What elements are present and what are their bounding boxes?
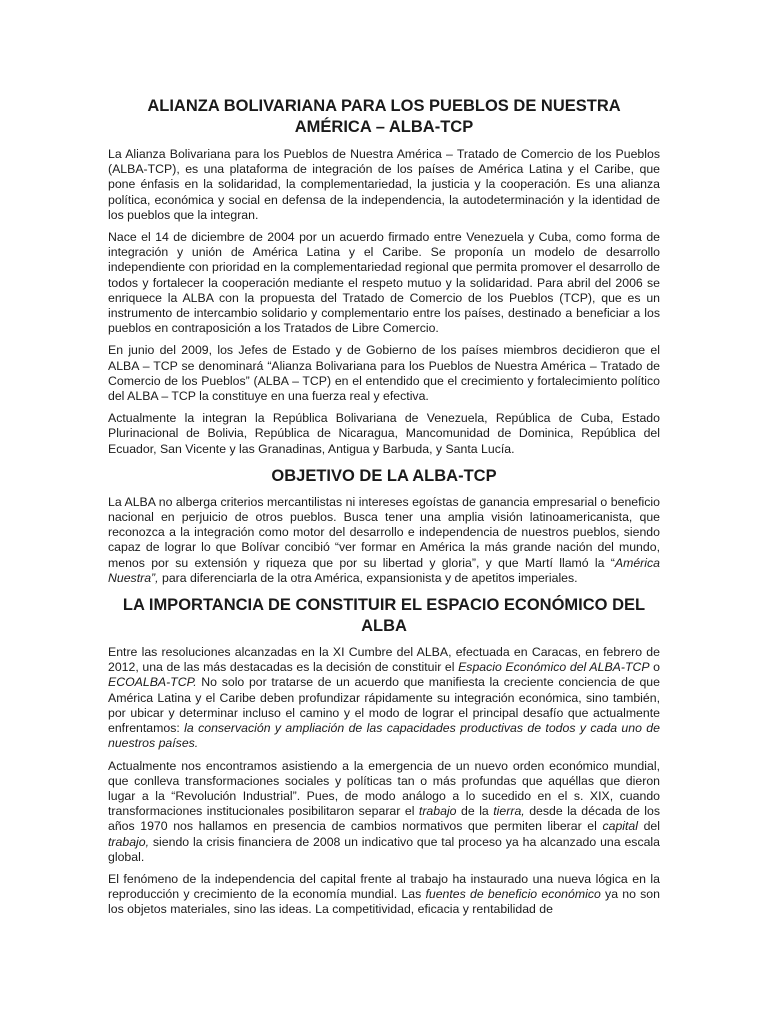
importance-p3-italic-1: fuentes de beneficio económico (425, 887, 601, 902)
objective-text-b: para diferenciarla de la otra América, expansionista y de apetitos imperiales. (158, 570, 578, 585)
importance-p3-b: ya no son los objetos materiales, sino las ideas. La competitividad, eficacia y rentabilidad de (108, 887, 660, 917)
importance-paragraph-2 (108, 759, 660, 865)
importance-p1-italic-3: la conservación y ampliación de las capacidades productivas de todos y cada uno de nuestros países. (108, 721, 660, 751)
intro-paragraph-2: Nace el 14 de diciembre de 2004 por un acuerdo firmado entre Venezuela y Cuba, como forma de integración y unión de América Latina y el Caribe. Se proponía un modelo de desarrollo independiente con prioridad en la complementariedad regional que permita promover el desarrollo de todos y fortalecer la cooperación mediante el respeto mutuo y la solidaridad. Para abril del 2006 se enriquece la ALBA con la propuesta del Tratado de Comercio de los Pueblos (TCP), que es un instrumento de intercambio solidario y complementario entre los países, destinado a beneficiar a los pueblos en contraposición a los Tratados de Libre Comercio. (108, 230, 660, 336)
importance-p2-italic-3: capital (602, 819, 638, 834)
objective-text-a: La ALBA no alberga criterios mercantilistas ni intereses egoístas de ganancia empresarial o beneficio nacional en perjuicio de otros pueblos. Busca tener una amplia visión latinoamericanista, que reconozca a la integración como motor del desarrollo e independencia de nuestros pueblos, siendo capaz de lograr lo que Bolívar concibió “ver formar en América la más grande nación del mundo, menos por su extensión y riqueza que por su libertad y gloria”, y que Martí llamó la “ (108, 494, 660, 570)
importance-p2-b: de la (456, 804, 494, 819)
importance-p2-italic-2: tierra, (493, 804, 525, 819)
importance-p3-a: El fenómeno de la independencia del capital frente al trabajo ha instaurado una nueva lógica en la reproducción y crecimiento de la economía mundial. Las (108, 871, 660, 902)
intro-paragraph-4: Actualmente la integran la República Bolivariana de Venezuela, República de Cuba, Estado Plurinacional de Bolivia, República de Nicaragua, Mancomunidad de Dominica, República del Ecuador, San Vicente y las Granadinas, Antigua y Barbuda, y Santa Lucía. (108, 411, 660, 456)
importance-p2-a: Actualmente nos encontramos asistiendo a la emergencia de un nuevo orden económico mundial, que conlleva transformaciones sociales y políticas tan o más profundas que aquéllas que dieron lugar a la “Revolución Industrial”. Pues, de modo análogo a lo sucedido en el s. XIX, cuando transformaciones institucionales posibilitaron separar el (108, 758, 660, 819)
importance-paragraph-1 (108, 645, 660, 751)
importance-paragraph-3 (108, 872, 660, 918)
importance-p2-d: del (638, 819, 661, 834)
importance-p2-italic-1: trabajo (418, 804, 457, 819)
objective-paragraph (108, 495, 660, 586)
objective-heading: OBJETIVO DE LA ALBA-TCP (271, 466, 497, 485)
importance-p2-c: desde la década de los años 1970 nos hallamos en presencia de cambios normativos que permiten liberar el (108, 804, 660, 834)
importance-heading: LA IMPORTANCIA DE CONSTITUIR EL ESPACIO ECONÓMICO DEL ALBA (122, 596, 646, 636)
importance-p1-italic-2: ECOALBA-TCP. (108, 675, 197, 690)
importance-p1-b: o (649, 660, 660, 675)
document-title: ALIANZA BOLIVARIANA PARA LOS PUEBLOS DE NUESTRA AMÉRICA – ALBA-TCP (147, 97, 621, 136)
document-page (108, 96, 660, 918)
intro-paragraph-1: La Alianza Bolivariana para los Pueblos de Nuestra América – Tratado de Comercio de los Pueblos (ALBA-TCP), es una plataforma de integración de los países de América Latina y el Caribe, que pone énfasis en la solidaridad, la complementariedad, la justicia y la cooperación. Es una alianza política, económica y social en defensa de la independencia, la autodeterminación y la identidad de los pueblos que la integran. (108, 147, 660, 222)
importance-p1-c: No solo por tratarse de un acuerdo que manifiesta la creciente conciencia de que América Latina y el Caribe deben profundizar rápidamente su integración económica, sino también, por ubicar y determinar incluso el camino y el modo de lograr el principal desafío que actualmente enfrentamos: (108, 675, 660, 736)
importance-p1-a: Entre las resoluciones alcanzadas en la XI Cumbre del ALBA, efectuada en Caracas, en febrero de 2012, una de las más destacadas es la decisión de constituir el (108, 645, 660, 675)
importance-p2-e: siendo la crisis financiera de 2008 un indicativo que tal proceso ya ha alcanzado una escala global. (108, 834, 660, 864)
intro-paragraph-3: En junio del 2009, los Jefes de Estado y de Gobierno de los países miembros decidieron que el ALBA – TCP se denominará “Alianza Bolivariana para los Pueblos de Nuestra América – Tratado de Comercio de los Pueblos” (ALBA – TCP) en el entendido que el crecimiento y fortalecimiento político del ALBA – TCP la constituye en una fuerza real y efectiva. (108, 343, 660, 404)
importance-p2-italic-4: trabajo, (108, 834, 150, 849)
importance-p1-italic-1: Espacio Económico del ALBA-TCP (458, 660, 650, 675)
objective-text-italic: América Nuestra”, (108, 555, 660, 585)
